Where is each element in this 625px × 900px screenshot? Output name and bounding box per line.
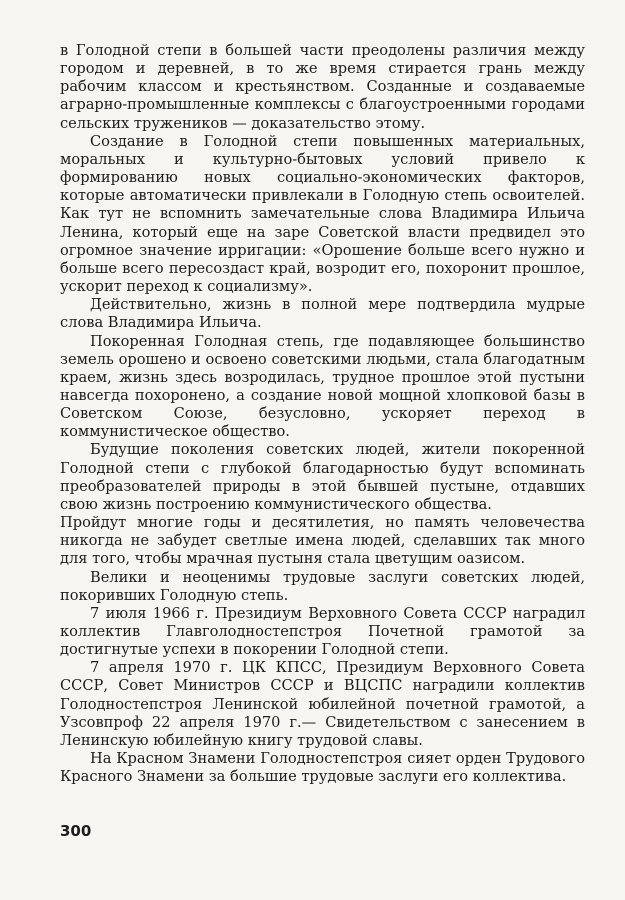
paragraph-3: Действительно, жизнь в полной мере подтвердила мудрые слова Владимира Ильича. <box>60 296 585 332</box>
page-body <box>60 42 585 786</box>
paragraph-5: Будущие поколения советских людей, жители покоренной Голодной степи с глубокой благодарностью будут вспоминать преобразователей природы в этой бывшей пустыне, отдавших свою жизнь построению коммунистического общества. <box>60 441 585 513</box>
paragraph-8: 7 июля 1966 г. Президиум Верховного Совета СССР наградил коллектив Главголодностепстроя Почетной грамотой за достигнутые успехи в покорении Голодной степи. <box>60 604 585 659</box>
page-number: 300 <box>60 822 92 840</box>
paragraph-1: в Голодной степи в большей части преодолены различия между городом и деревней, в то же время стирается грань между рабочим классом и крестьянством. Созданные и создаваемые аграрно-промышленные комплексы с благоустроенными городами сельских тружеников — доказательство этому. <box>60 42 585 132</box>
paragraph-9: 7 апреля 1970 г. ЦК КПСС, Президиум Верховного Совета СССР, Совет Министров СССР и ВЦСПС наградили коллектив Голодностепстроя Ленинской юбилейной почетной грамотой, а Узсовпроф 22 апреля 1970 г.— Свидетельством с занесением в Ленинскую юбилейную книгу трудовой славы. <box>60 659 585 749</box>
paragraph-4: Покоренная Голодная степь, где подавляющее большинство земель орошено и освоено советскими людьми, стала благодатным краем, жизнь здесь возродилась, трудное прошлое этой пустыни навсегда похоронено, а создание новой мощной хлопковой базы в Советском Союзе, безусловно, ускоряет переход в коммунистическое общество. <box>60 332 585 441</box>
paragraph-7: Велики и неоценимы трудовые заслуги советских людей, покоривших Голодную степь. <box>60 568 585 604</box>
paragraph-2: Создание в Голодной степи повышенных материальных, моральных и культурно-бытовых условий привело к формированию новых социально-экономических факторов, которые автоматически привлекали в Голодную степь освоителей. Как тут не вспомнить замечательные слова Владимира Ильича Ленина, который еще на заре Советской власти предвидел это огромное значение ирригации: «Орошение больше всего нужно и больше всего пересоздаст край, возродит его, похоронит прошлое, ускорит переход к социализму». <box>60 132 585 296</box>
paragraph-10: На Красном Знамени Голодностепстроя сияет орден Трудового Красного Знамени за большие трудовые заслуги его коллектива. <box>60 750 585 786</box>
paragraph-6: Пройдут многие годы и десятилетия, но память человечества никогда не забудет светлые имена людей, сделавших так много для того, чтобы мрачная пустыня стала цветущим оазисом. <box>60 514 585 568</box>
